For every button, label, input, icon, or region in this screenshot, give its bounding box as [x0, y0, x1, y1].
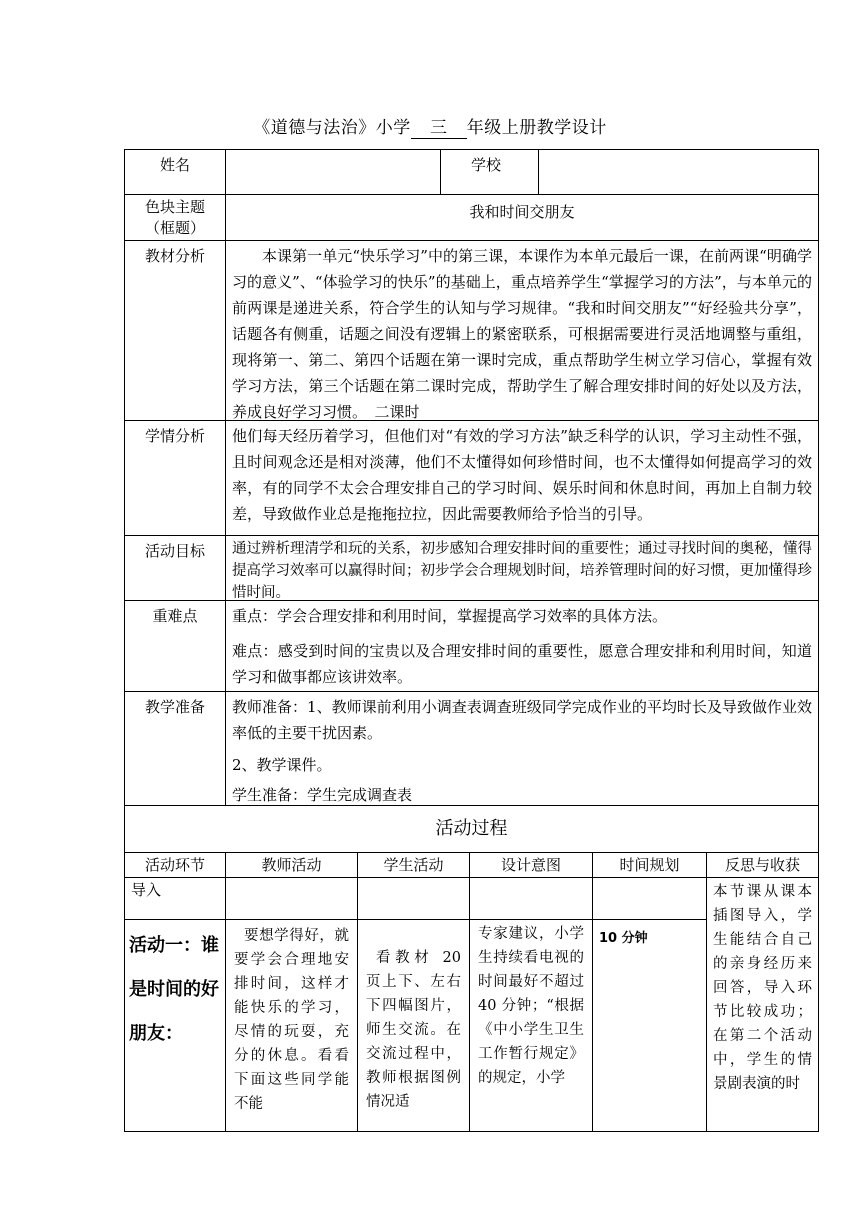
activity1-student-cell	[357, 919, 470, 1132]
activity1-name: 活动一：谁是时间的好朋友：	[129, 935, 219, 1044]
reflection-text: 本节课从课本插图导入，学生能结合自己的亲身经历来回答，导入环节比较成功；在第二个活动中，学生的情景剧表演的时	[713, 884, 812, 1092]
intro-intent-cell	[469, 877, 593, 920]
goal-label: 活动目标	[144, 542, 205, 560]
process-header	[706, 852, 819, 878]
process-header	[357, 852, 470, 878]
activity1-time-cell	[592, 919, 707, 1132]
school-label: 学校	[471, 156, 502, 174]
intro-time-cell	[592, 877, 707, 920]
prep-teacher: 教师准备：1、教师课前利用小调查表调查班级同学完成作业的平均时长及导致做作业效率低的主要干扰因素。	[232, 698, 812, 742]
activity1-teacher-cell	[225, 919, 358, 1132]
prep-label: 教学准备	[144, 698, 205, 716]
theme-value-cell	[225, 194, 819, 241]
process-title-cell	[124, 805, 819, 853]
student-text-cell	[225, 420, 819, 536]
header-student: 学生活动	[383, 856, 444, 874]
grade-field: 三	[411, 118, 467, 139]
school-value-cell[interactable]	[538, 149, 819, 195]
activity1-teacher: 要想学得好，就要学会合理地安排时间，这样才能快乐的学习，尽情的玩耍，充分的休息。看看下面这些同学能不能	[234, 928, 349, 1112]
lesson-plan-table	[124, 149, 819, 839]
material-label: 教材分析	[144, 247, 205, 265]
key-text-cell	[225, 600, 819, 692]
process-header	[225, 852, 358, 878]
header-stage: 活动环节	[144, 856, 205, 874]
prep-text-cell	[225, 691, 819, 806]
intro-student-cell	[357, 877, 470, 920]
school-label-cell	[440, 149, 539, 195]
goal-text-cell	[225, 535, 819, 601]
activity1-name-cell	[124, 919, 226, 1132]
material-label-cell	[124, 240, 226, 421]
process-header	[592, 852, 707, 878]
process-table	[124, 852, 819, 1132]
material-text-cell	[225, 240, 819, 421]
student-label-cell	[124, 420, 226, 536]
goal-text: 通过辨析理清学和玩的关系，初步感知合理安排时间的重要性；通过寻找时间的奥秘，懂得提高学习效率可以赢得时间；初步学会合理规划时间，培养管理时间的好习惯，更加懂得珍惜时间。	[232, 541, 812, 601]
activity1-student: 看教材 20 页上下、左右下四幅图片，师生交流。在交流过程中，教师根据图例情况适	[366, 950, 461, 1110]
process-header	[469, 852, 593, 878]
hard-point: 难点：感受到时间的宝贵以及合理安排时间的重要性，愿意合理安排和利用时间，知道学习和做事都应该讲效率。	[232, 642, 812, 686]
prep-label-cell	[124, 691, 226, 806]
student-label: 学情分析	[144, 427, 205, 445]
header-time: 时间规划	[619, 856, 680, 874]
title-prefix: 《道德与法治》小学	[253, 118, 411, 138]
activity1-intent-cell	[469, 919, 593, 1132]
student-text: 他们每天经历着学习，但他们对“有效的学习方法”缺乏科学的认识，学习主动性不强，且时间观念还是相对淡薄，他们不太懂得如何珍惜时间，也不太懂得如何提高学习的效率，有的同学不太会合理安排自己的学习时间、娱乐时间和休息时间，再加上自制力较差，导致做作业总是拖拖拉拉，因此需要教师给予恰当的引导。	[232, 427, 812, 523]
process-header	[124, 852, 226, 878]
activity1-time: 10 分钟	[599, 931, 648, 946]
prep-student: 学生准备：学生完成调查表	[232, 786, 413, 804]
header-teacher: 教师活动	[261, 856, 322, 874]
goal-label-cell	[124, 535, 226, 601]
name-label: 姓名	[159, 156, 190, 174]
theme-value: 我和时间交朋友	[469, 203, 575, 221]
intro-teacher-cell	[225, 877, 358, 920]
process-title: 活动过程	[435, 818, 508, 839]
theme-label-cell	[124, 194, 226, 241]
material-text: 本课第一单元“快乐学习”中的第三课，本课作为本单元最后一课，在前两课“明确学习的意义”、“体验学习的快乐”的基础上，重点培养学生“掌握学习的方法”，与本单元的前两课是递进关系，符合学生的认知与学习规律。“我和时间交朋友”“好经验共分享”，话题各有侧重，话题之间没有逻辑上的紧密联系，可根据需要进行灵活地调整与重组，现将第一、第二、第四个话题在第一课时完成，重点帮助学生树立学习信心，掌握有效学习方法，第三个话题在第二课时完成，帮助学生了解合理安排时间的好处以及方法，养成良好学习习惯。 二课时	[232, 247, 812, 421]
key-label-cell	[124, 600, 226, 692]
activity1-intent: 专家建议，小学生持续看电视的时间最好不超过 40 分钟；“根据《中小学生卫生工作暂行规定》的规定，小学	[478, 926, 584, 1086]
header-intent: 设计意图	[500, 856, 561, 874]
theme-label-line2: （框题）	[144, 219, 205, 237]
reflection-cell	[706, 877, 819, 1132]
key-label: 重难点	[152, 607, 198, 625]
prep-item2: 2、教学课件。	[232, 756, 332, 774]
intro-label: 导入	[131, 881, 162, 899]
header-reflection: 反思与收获	[724, 856, 800, 874]
theme-label-line1: 色块主题	[144, 198, 205, 216]
intro-label-cell	[124, 877, 226, 920]
title-suffix: 年级上册教学设计	[466, 118, 607, 138]
key-point: 重点：学会合理安排和利用时间，掌握提高学习效率的具体方法。	[232, 607, 668, 625]
name-value-cell[interactable]	[225, 149, 441, 195]
document-title	[0, 114, 860, 142]
name-label-cell	[124, 149, 226, 195]
